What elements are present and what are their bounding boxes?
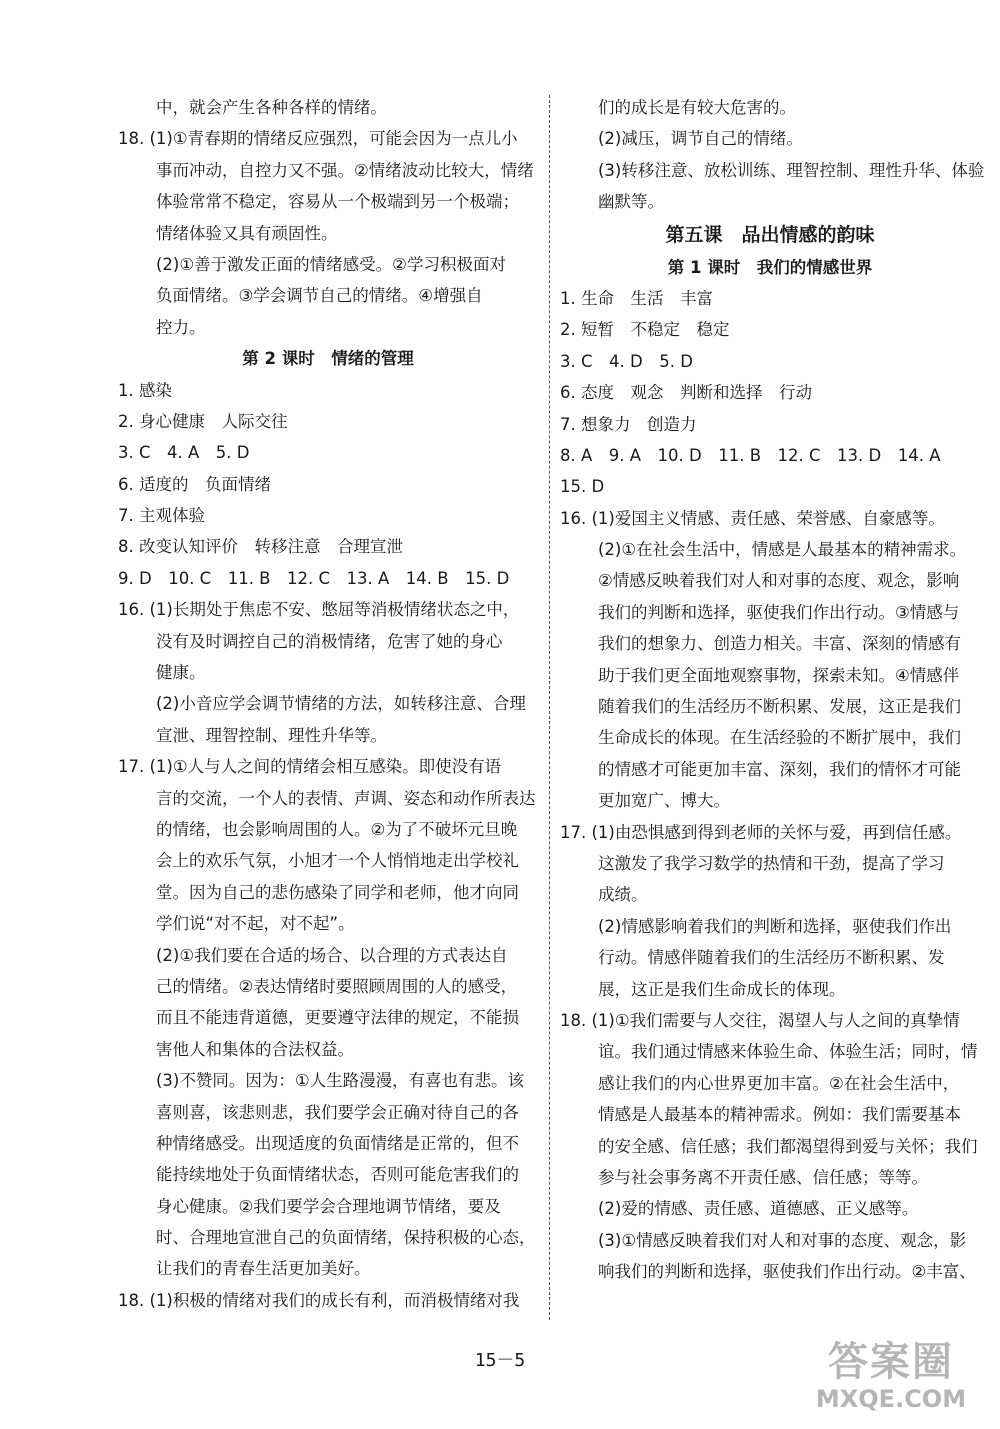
answer-line: 响我们的判断和选择，驱使我们作出行动。②丰富、 [598,1262,976,1282]
answer-line: 更加宽广、博大。 [598,791,730,811]
answer-line: 18. (1)积极的情绪对我们的成长有利，而消极情绪对我 [118,1290,520,1310]
answer-line: 害他人和集体的合法权益。 [156,1039,354,1059]
answer-line: (3)转移注意、放松训练、理智控制、理性升华、体验 [598,160,985,180]
column-divider [549,95,550,1320]
answer-line: ②情感反映着我们对人和对事的态度、观念，影响 [598,571,960,591]
answer-line: 18. (1)①青春期的情绪反应强烈，可能会因为一点儿小 [118,129,518,149]
answer-line: 3. C 4. D 5. D [560,351,693,371]
answer-line: 2. 短暂 不稳定 稳定 [560,320,730,340]
answer-line: 6. 适度的 负面情绪 [118,474,271,494]
answer-line: 生命成长的体现。在生活经验的不断扩展中，我们 [598,728,961,748]
answer-line: 我们的判断和选择，驱使我们作出行动。③情感与 [598,602,960,622]
answer-line: 1. 感染 [118,380,172,400]
answer-line: 时、合理地宣泄自己的负面情绪，保持积极的心态， [156,1228,536,1248]
answer-line: 的情感才可能更加丰富、深刻，我们的情怀才可能 [598,759,961,779]
answer-line: 情绪体验又具有顽固性。 [156,223,338,243]
answer-line: (2)①善于激发正面的情绪感受。②学习积极面对 [156,254,506,274]
answer-line: 行动。情感伴随着我们的生活经历不断积累、发 [598,948,945,968]
answer-line: (2)爱的情感、责任感、道德感、正义感等。 [598,1199,919,1219]
watermark-logo [796,1339,986,1419]
answer-line: 中，就会产生各种各样的情绪。 [156,98,387,117]
answer-line: 情感是人最基本的精神需求。例如：我们需要基本 [598,1105,961,1125]
answer-line: 能持续地处于负面情绪状态，否则可能危害我们的 [156,1165,519,1185]
answer-line: 17. (1)由恐惧感到得到老师的关怀与爱，再到信任感。 [560,822,962,842]
answer-line: 2. 身心健康 人际交往 [118,411,288,431]
answer-line: 助于我们更全面地观察事物，探索未知。④情感伴 [598,665,960,685]
section-heading: 第 1 课时 我们的情感世界 [667,257,873,277]
answer-line: 的情绪，也会影响周围的人。②为了不破坏元旦晚 [156,819,518,839]
answer-line: 16. (1)爱国主义情感、责任感、荣誉感、自豪感等。 [560,508,945,528]
answer-line: (3)不赞同。因为：①人生路漫漫，有喜也有悲。该 [156,1071,525,1091]
answer-line: 没有及时调控自己的消极情绪，危害了她的身心 [156,631,503,651]
answer-line: 会上的欢乐气氛，小旭才一个人悄悄地走出学校礼 [156,851,519,871]
answer-line: (2)情感影响着我们的判断和选择，驱使我们作出 [598,916,952,936]
page-number: 15－5 [474,1350,526,1371]
answer-line: (2)减压，调节自己的情绪。 [598,129,803,149]
answer-line: 8. A 9. A 10. D 11. B 12. C 13. D 14. A [560,445,941,465]
answer-line: 让我们的青春生活更加美好。 [156,1259,371,1279]
answer-line: 健康。 [156,663,206,683]
answer-line: 事而冲动，自控力又不强。②情绪波动比较大，情绪 [156,160,534,180]
answer-line: 们的成长是有较大危害的。 [598,98,796,117]
answer-line: 言的交流，一个人的表情、声调、姿态和动作所表达 [156,788,536,808]
answer-line: 15. D [560,477,605,497]
answer-line: 种情绪感受。出现适度的负面情绪是正常的，但不 [156,1133,519,1153]
answer-line: 喜则喜，该悲则悲，我们要学会正确对待自己的各 [156,1102,519,1122]
answer-line: 己的情绪。②表达情绪时要照顾周围的人的感受， [156,976,518,996]
answer-line: 的安全感、信任感；我们都渴望得到爱与关怀；我们 [598,1136,978,1156]
answer-line: 学们说“对不起，对不起”。 [156,914,355,934]
lesson-heading: 第五课 品出情感的韵味 [665,223,875,246]
answer-line: (2)①我们要在合适的场合、以合理的方式表达自 [156,945,508,965]
answer-line: 1. 生命 生活 丰富 [560,288,713,308]
answer-line: (3)①情感反映着我们对人和对事的态度、观念，影 [598,1230,967,1250]
answer-line: 随着我们的生活经历不断积累、发展，这正是我们 [598,697,961,717]
section-heading: 第 2 课时 情绪的管理 [242,349,414,369]
answer-line: 感让我们的内心世界更加丰富。②在社会生活中， [598,1073,960,1093]
answer-line: 负面情绪。③学会调节自己的情绪。④增强自 [156,286,483,306]
answer-line: 9. D 10. C 11. B 12. C 13. A 14. B 15. D [118,568,510,588]
answer-line: (2)小音应学会调节情绪的方法，如转移注意、合理 [156,694,526,714]
answer-line: 17. (1)①人与人之间的情绪会相互感染。即使没有语 [118,757,502,777]
answer-line: 参与社会事务离不开责任感、信任感；等等。 [598,1167,928,1187]
answer-line: 8. 改变认知评价 转移注意 合理宣泄 [118,537,403,557]
answer-line: 堂。因为自己的悲伤感染了同学和老师，他才向同 [156,882,519,902]
answer-line: 控力。 [156,317,206,337]
answer-line: 3. C 4. A 5. D [118,443,250,463]
answer-line: 这激发了我学习数学的热情和干劲，提高了学习 [598,853,945,873]
answer-line: 展，这正是我们生命成长的体现。 [598,979,846,999]
answer-line: 我们的想象力、创造力相关。丰富、深刻的情感有 [598,634,961,654]
answer-line: 18. (1)①我们需要与人交往，渴望人与人之间的真挚情 [560,1010,960,1030]
watermark-en: MXQE.COM [815,1385,967,1413]
answer-line: 16. (1)长期处于焦虑不安、憋屈等消极情绪状态之中， [118,600,520,620]
answer-line: 成绩。 [598,885,648,905]
answer-line: 6. 态度 观念 判断和选择 行动 [560,383,812,403]
answer-line: 而且不能违背道德，更要遵守法律的规定，不能损 [156,1008,519,1028]
right-column [560,92,985,1287]
left-column [118,92,538,1316]
answer-line: 宣泄、理智控制、理性升华等。 [156,725,387,745]
answer-line: 身心健康。②我们要学会合理地调节情绪，要及 [156,1196,501,1216]
answer-line: (2)①在社会生活中，情感是人最基本的精神需求。 [598,540,967,560]
answer-line: 幽默等。 [598,192,664,212]
answer-line: 谊。我们通过情感来体验生命、体验生活；同时，情 [598,1042,978,1062]
answer-line: 7. 主观体验 [118,506,205,526]
answer-line: 体验常常不稳定，容易从一个极端到另一个极端； [156,192,519,212]
watermark-cn: 答案圈 [828,1339,954,1385]
answer-line: 7. 想象力 创造力 [560,414,697,434]
